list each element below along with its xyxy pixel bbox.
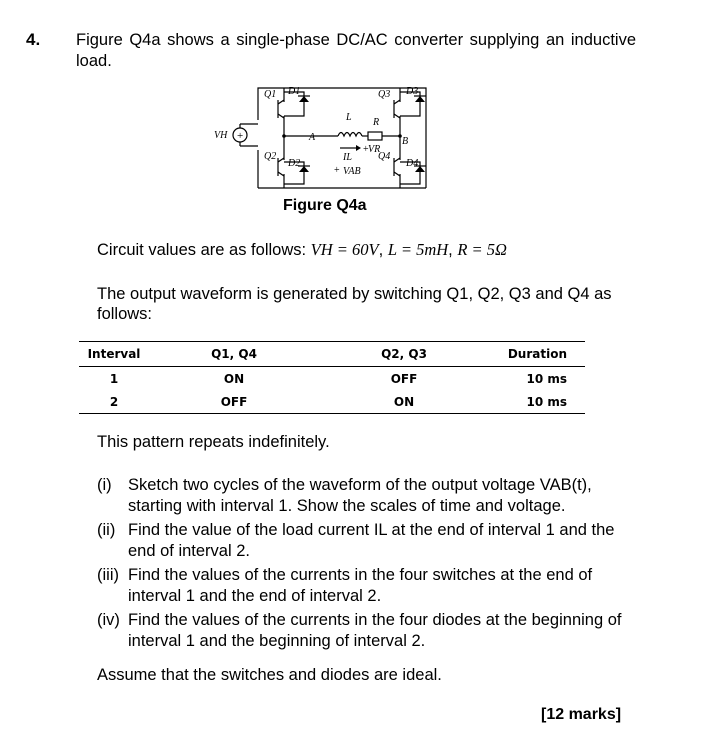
node-b-label: B: [402, 136, 409, 147]
cell-q1-q4: ON: [223, 371, 245, 386]
vh-label: VH: [214, 130, 228, 141]
item-text: Find the value of the load current IL at the end of interval 1 and the end of interval 2.: [128, 521, 615, 560]
cell-q2-q3: ON: [393, 394, 415, 409]
r-label: R: [373, 117, 380, 128]
value-l: L = 5mH: [387, 240, 449, 259]
d1-label: D1: [288, 86, 301, 97]
d2-label: D2: [288, 158, 301, 169]
item-text: Find the values of the currents in the four switches at the end of interval 1 and the end of interval 2.: [128, 566, 593, 605]
table-row: [79, 390, 585, 414]
question-items: [97, 475, 637, 655]
cell-interval: 2: [109, 394, 119, 409]
vr-label: VR: [368, 144, 381, 155]
item-label: (ii): [97, 521, 116, 539]
il-label: IL: [343, 152, 352, 163]
circuit-diagram: [210, 80, 450, 195]
item-text: Find the values of the currents in the four diodes at the beginning of interval 1 and the beginning of interval 2.: [128, 611, 622, 650]
list-item: [97, 475, 637, 517]
cell-duration: 10 ms: [526, 394, 567, 409]
question-number: 4.: [26, 30, 41, 49]
table-header-row: [79, 342, 585, 367]
list-item: [97, 520, 637, 562]
assumption-text: Assume that the switches and diodes are ideal.: [97, 666, 442, 684]
circuit-values-prefix: Circuit values are as follows:: [97, 241, 307, 259]
q4-label: Q4: [378, 151, 391, 162]
header-interval: Interval: [87, 347, 141, 361]
figure-caption: Figure Q4a: [283, 197, 367, 214]
item-text: Sketch two cycles of the waveform of the output voltage VAB(t), starting with interval 1. Show the scales of time and voltage.: [128, 476, 592, 515]
cell-duration: 10 ms: [526, 371, 567, 386]
l-label: L: [346, 112, 352, 123]
marks-label: [12 marks]: [541, 706, 622, 723]
source-plus-label: +: [237, 130, 244, 142]
table-row: [79, 367, 585, 391]
node-a-label: A: [309, 132, 316, 143]
list-item: [97, 565, 637, 607]
circuit-values: Circuit values are as follows: VH = 60V, L = 5mH, R = 5Ω: [97, 240, 507, 259]
header-q2-q3: Q2, Q3: [381, 347, 427, 361]
cell-q2-q3: OFF: [390, 371, 418, 386]
d4-label: D4: [406, 158, 419, 169]
q1-label: Q1: [264, 89, 277, 100]
cell-q1-q4: OFF: [220, 394, 248, 409]
vab-label: VAB: [343, 166, 361, 177]
item-label: (iv): [97, 611, 120, 629]
item-label: (i): [97, 476, 112, 494]
q3-label: Q3: [378, 89, 391, 100]
d3-label: D3: [406, 86, 419, 97]
header-duration: Duration: [507, 347, 567, 361]
q2-label: Q2: [264, 151, 277, 162]
switching-table: [79, 341, 585, 414]
item-label: (iii): [97, 566, 119, 584]
value-vh: VH = 60V: [310, 240, 379, 259]
vab-plus-label: +: [334, 165, 340, 176]
repeat-text: This pattern repeats indefinitely.: [97, 433, 330, 451]
header-q1-q4: Q1, Q4: [211, 347, 257, 361]
list-item: [97, 610, 637, 652]
cell-interval: 1: [109, 371, 119, 386]
vr-plus-label: +: [363, 144, 369, 155]
question-intro: Figure Q4a shows a single-phase DC/AC converter supplying an inductive load.: [76, 31, 636, 70]
value-r: R = 5Ω: [457, 240, 507, 259]
pattern-intro: The output waveform is generated by switching Q1, Q2, Q3 and Q4 as follows:: [97, 285, 612, 323]
